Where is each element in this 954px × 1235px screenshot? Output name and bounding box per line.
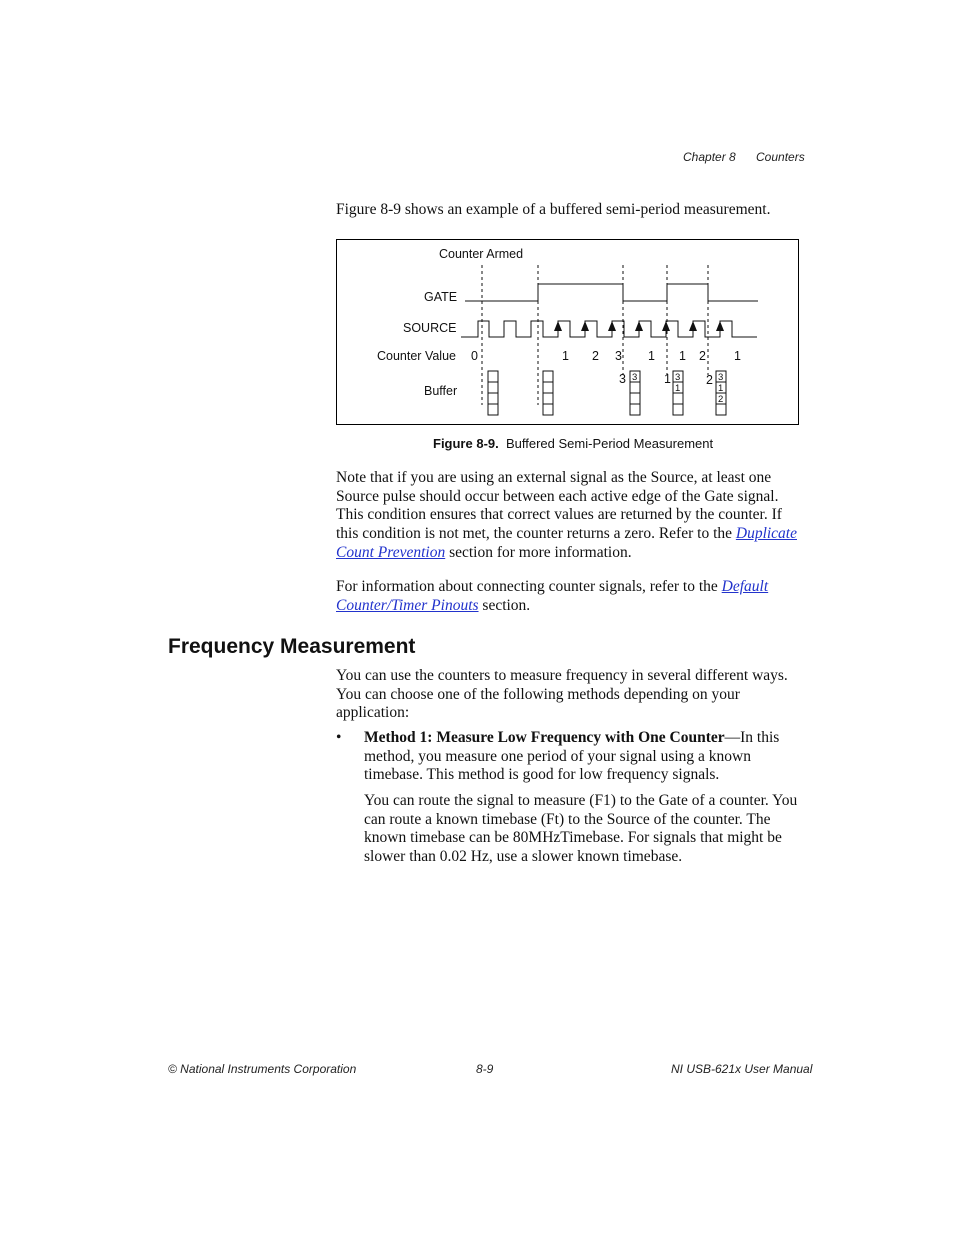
source-edge-arrows [554, 321, 724, 331]
buffer-cell-value: 2 [718, 394, 724, 405]
method1-dash: — [724, 729, 741, 746]
counter-value: 2 [699, 349, 706, 363]
counter-value: 1 [648, 349, 655, 363]
note-text: Note that if you are using an external signal as the Source, at least one Source pulse should occur between each active edge of the Gate signal. This condition ensures that correct values are returned by the counter. If this condition is not met, the counter returns a zero. Refer to the [336, 469, 782, 543]
edge-arrow [554, 321, 562, 331]
buffer-side-label: 3 [619, 372, 626, 386]
edge-arrow [608, 321, 616, 331]
buffer-cell [630, 382, 640, 393]
counter-value: 1 [679, 349, 686, 363]
footer-manual-title: NI USB-621x User Manual [671, 1062, 813, 1076]
buffer-cell-value: 3 [675, 372, 681, 383]
buffer-label: Buffer [424, 384, 458, 398]
method1-detail-paragraph: You can route the signal to measure (F1) to the Gate of a counter. You can route a known timebase (Ft) to the Source of the counter. The known timebase can be 80MHzTimebase. For signals that might be slower than 0.02 Hz, use a slower known timebase. [364, 792, 798, 866]
buffer-cell [543, 404, 553, 415]
caption-number: Figure 8-9. [433, 436, 499, 451]
caption-text: Buffered Semi-Period Measurement [505, 436, 714, 451]
edge-arrow [662, 321, 670, 331]
counter-value: 1 [562, 349, 569, 363]
timing-diagram [337, 240, 800, 426]
counter-value: 2 [592, 349, 599, 363]
method1-paragraph [364, 729, 800, 785]
intro-paragraph: Figure 8-9 shows an example of a buffered semi-period measurement. [336, 201, 771, 218]
buffer-cell [673, 393, 683, 404]
edge-arrow [581, 321, 589, 331]
buffer-cell [488, 371, 498, 382]
counter-value: 0 [471, 349, 478, 363]
header-section: Counters [756, 150, 805, 164]
gate-label: GATE [424, 290, 458, 304]
footer-page-number: 8-9 [476, 1062, 494, 1076]
default-pinouts-link[interactable]: Default Counter/Timer Pinouts [336, 578, 769, 614]
counter-armed-label: Counter Armed [439, 247, 524, 261]
buffer-cell-value: 1 [675, 383, 681, 394]
counter-value: 3 [615, 349, 622, 363]
buffer-cell [543, 371, 553, 382]
section-heading: Frequency Measurement [168, 635, 416, 658]
note-paragraph [336, 469, 800, 563]
buffer-cell [630, 404, 640, 415]
header-chapter: Chapter 8 [683, 150, 736, 164]
counter-value-label: Counter Value [377, 349, 456, 363]
edge-arrow [689, 321, 697, 331]
counter-value: 1 [734, 349, 741, 363]
buffer-cell [543, 382, 553, 393]
buffer-cell [488, 382, 498, 393]
buffer-cell-value: 3 [632, 372, 638, 383]
connect-paragraph [336, 578, 786, 615]
edge-arrow [635, 321, 643, 331]
figure-caption [433, 436, 713, 451]
footer-copyright: © National Instruments Corporation [168, 1062, 357, 1076]
buffer-side-label: 2 [706, 373, 713, 387]
buffer-cell-value: 3 [718, 372, 724, 383]
gate-waveform [465, 284, 758, 301]
buffer-cell [716, 404, 726, 415]
note-text-end: section for more information. [445, 543, 632, 561]
buffer-cell [673, 404, 683, 415]
source-label: SOURCE [403, 321, 457, 335]
connect-text: For information about connecting counter signals, refer to the [336, 578, 722, 595]
method1-title: Method 1: Measure Low Frequency with One Counter [364, 729, 725, 746]
buffer-cell [488, 404, 498, 415]
buffer-side-label: 1 [664, 372, 671, 386]
buffer-cell [488, 393, 498, 404]
frequency-intro-paragraph: You can use the counters to measure frequency in several different ways. You can choose one of the following methods depending on your application: [336, 667, 788, 722]
buffer-cell [543, 393, 553, 404]
buffer-cell [630, 393, 640, 404]
duplicate-count-prevention-link[interactable]: Duplicate Count Prevention [336, 525, 797, 561]
bullet-marker: • [336, 729, 342, 746]
edge-arrow [716, 321, 724, 331]
buffer-cell-value: 1 [718, 383, 724, 394]
figure-frame [336, 239, 799, 425]
connect-text-end: section. [478, 596, 531, 614]
method1-text: In this method, you measure one period of your signal using a known timebase. This method is good for low frequency signals. [364, 729, 780, 784]
